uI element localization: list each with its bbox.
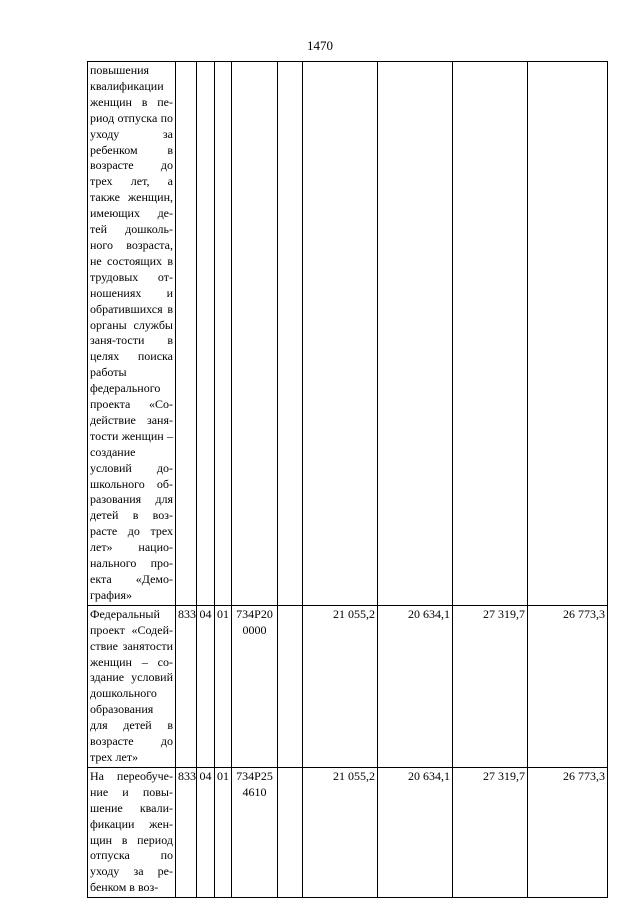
subsection-code-cell: 01 — [215, 605, 232, 767]
target-article-cell — [232, 62, 278, 606]
ministry-code-cell: 833 — [176, 767, 197, 897]
amount-cell-3: 27 319,7 — [453, 767, 528, 897]
section-code-cell: 04 — [197, 605, 215, 767]
target-article-cell: 734Р20 0000 — [232, 605, 278, 767]
amount-cell-2: 20 634,1 — [378, 767, 453, 897]
section-code-cell — [197, 62, 215, 606]
amount-cell-2: 20 634,1 — [378, 605, 453, 767]
section-code-cell: 04 — [197, 767, 215, 897]
budget-table — [87, 61, 608, 898]
amount-cell-1: 21 055,2 — [303, 605, 378, 767]
amount-cell-1: 21 055,2 — [303, 767, 378, 897]
item-name-cell: повышения квалификации женщин в пе-риод отпуска по уходу за ребенком в возрасте до трех лет, а также женщин, имеющих де-тей дошколь-ного возраста, не состоящих в трудовых от-ношениях и обратившихся в органы службы заня-тости в целях поиска работы федерального проекта «Со-действие заня-тости женщин – создание условий до-школьного об-разования для детей в воз-расте до трех лет» нацио-нального про-екта «Демо-графия» — [88, 62, 176, 606]
page-number: 1470 — [307, 38, 333, 53]
ministry-code-cell — [176, 62, 197, 606]
table-row — [88, 767, 608, 897]
table-row — [88, 62, 608, 606]
expense-type-cell — [278, 767, 303, 897]
subsection-code-cell: 01 — [215, 767, 232, 897]
amount-cell-2 — [378, 62, 453, 606]
item-name-cell: На переобуче-ние и повы-шение квали-фикации жен-щин в период отпуска по уходу за ре-бенком в воз- — [88, 767, 176, 897]
ministry-code-cell: 833 — [176, 605, 197, 767]
expense-type-cell — [278, 605, 303, 767]
table-row — [88, 605, 608, 767]
amount-cell-4: 26 773,3 — [528, 767, 608, 897]
subsection-code-cell — [215, 62, 232, 606]
amount-cell-3: 27 319,7 — [453, 605, 528, 767]
amount-cell-3 — [453, 62, 528, 606]
target-article-cell: 734Р25 4610 — [232, 767, 278, 897]
amount-cell-1 — [303, 62, 378, 606]
amount-cell-4: 26 773,3 — [528, 605, 608, 767]
amount-cell-4 — [528, 62, 608, 606]
expense-type-cell — [278, 62, 303, 606]
item-name-cell: Федеральный проект «Содей-ствие занятости женщин – со-здание условий дошкольного образования для детей в возрасте до трех лет» — [88, 605, 176, 767]
